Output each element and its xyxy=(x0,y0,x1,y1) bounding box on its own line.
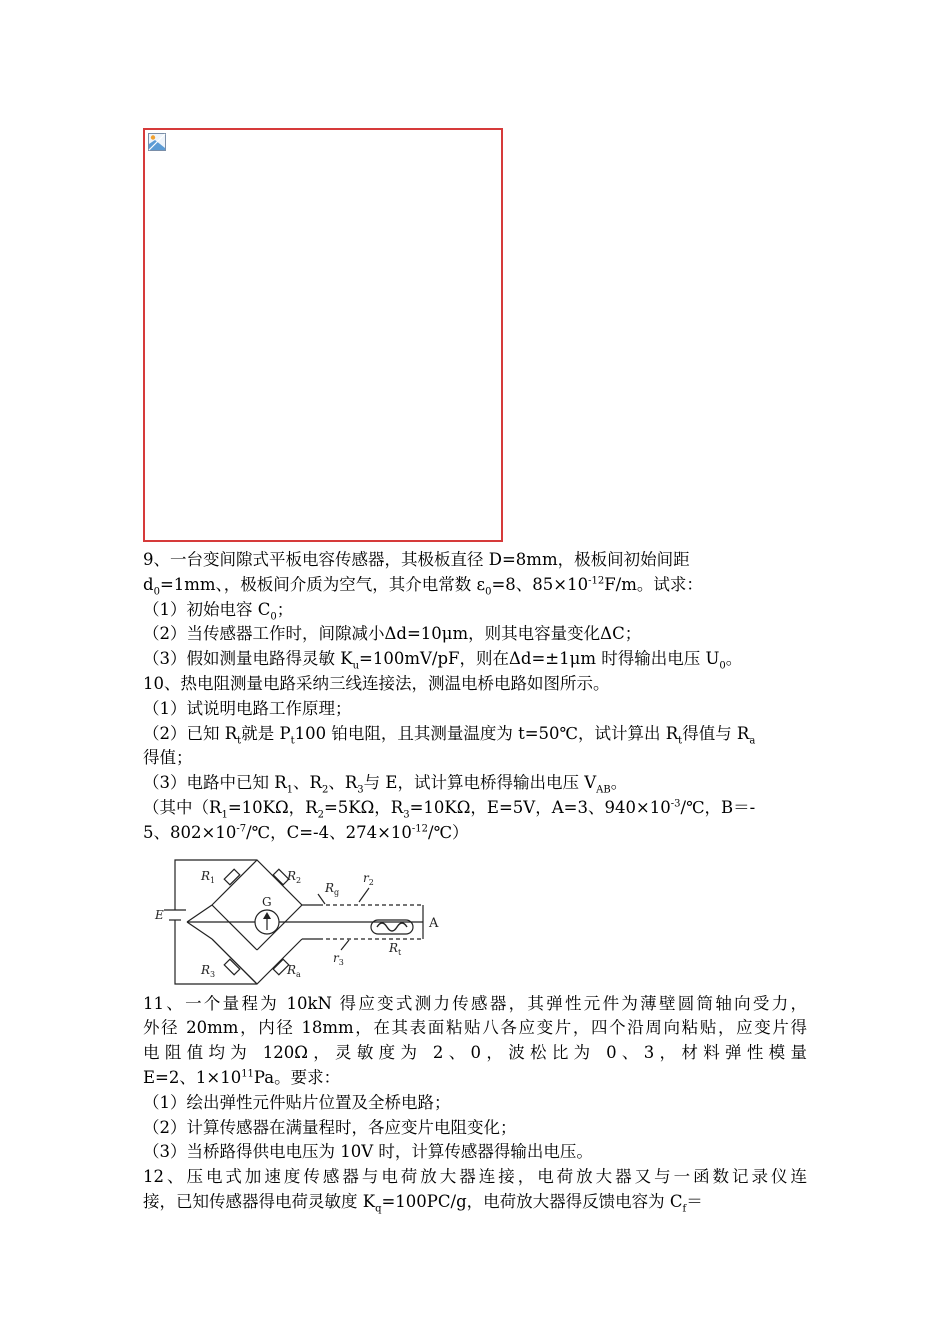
q11-line1: 11、一个量程为 10kN 得应变式测力传感器，其弹性元件为薄壁圆筒轴向受力， xyxy=(143,993,807,1013)
label-r2-wire: $r_2$ xyxy=(363,870,374,887)
q10-title: 10、热电阻测量电路采纳三线连接法，测温电桥电路如图所示。 xyxy=(143,673,610,693)
broken-image xyxy=(143,128,503,542)
label-ra: $R_a$ xyxy=(287,962,301,979)
q10-sub3: （3）电路中已知 $R_1$、$R_2$、$R_3$与 E，试计算电桥得输出电压 $V_{AB}$。 xyxy=(143,773,628,796)
q10-sub2: （2）已知 $R_t$就是 $P_t100$ 铂电阻，且其测量温度为 t=50℃，试计算出 $R_t$得值与 $R_a$ xyxy=(143,723,756,746)
document-body xyxy=(143,548,807,1215)
q11-line4: E=2、$1\times 10^{11}Pa$。要求： xyxy=(143,1067,341,1087)
label-r1: $R_1$ xyxy=(201,868,216,885)
broken-image-icon xyxy=(148,133,166,151)
q11-line2: 外径 20mm，内径 18mm，在其表面粘贴八各应变片，四个沿周向粘贴，应变片得 xyxy=(143,1018,807,1038)
q11-sub2: （2）计算传感器在满量程时，各应变片电阻变化； xyxy=(143,1117,517,1137)
label-r2: $R_2$ xyxy=(287,868,302,885)
q12-line1: 12、压电式加速度传感器与电荷放大器连接，电荷放大器又与一函数记录仪连 xyxy=(143,1167,807,1187)
q9-sub2: （2）当传感器工作时，间隙减小Δd=10μm，则其电容量变化ΔC； xyxy=(143,624,642,644)
label-r3: $R_3$ xyxy=(201,962,216,979)
q11-sub3: （3）当桥路得供电电压为 10V 时，计算传感器得输出电压。 xyxy=(143,1142,593,1162)
q11-line3: 电阻值均为 120Ω，灵敏度为 2、0，波松比为 0、3，材料弹性模量 xyxy=(143,1043,807,1063)
q9-title: 9、一台变间隙式平板电容传感器，其极板直径 D=8mm，极板间初始间距 xyxy=(143,550,690,569)
q10-sub1: （1）试说明电路工作原理； xyxy=(143,698,352,718)
q10-params-2: 5、$802\times 10^{-7}/℃$，C=-4、$274\times 10^{-12}/℃$） xyxy=(143,822,469,842)
q10-params-1: （其中（$R_1=10K\Omega$，$R_2=5K\Omega$，$R_3=10K\Omega$，E=5V，A=3、$940\times 10^{-3}/℃$，B＝- xyxy=(143,797,756,821)
label-g: G xyxy=(262,894,272,909)
q10-sub2-cont: 得值； xyxy=(143,748,193,768)
label-e: E xyxy=(155,907,164,922)
q9-sub1: （1）初始电容 $C_0$； xyxy=(143,599,294,622)
q9-sub3: （3）假如测量电路得灵敏 $K_u=100mV/pF$，则在Δd=±1μm 时得输出电压 $U_0$。 xyxy=(143,649,743,672)
q11-sub1: （1）绘出弹性元件贴片位置及全桥电路； xyxy=(143,1092,451,1112)
label-rg: $R_g$ xyxy=(325,880,340,897)
q9-line2: $d_0=1mm$、，极板间介质为空气，其介电常数 $\varepsilon_0=8$、$85\times 10^{-12}F/m$。试求： xyxy=(143,574,703,598)
label-r3-wire: $r_3$ xyxy=(333,950,344,967)
bridge-circuit-diagram xyxy=(153,856,453,988)
label-a: A xyxy=(429,915,439,931)
q12-line2: 接，已知传感器得电荷灵敏度 $K_q=100PC/g$，电荷放大器得反馈电容为 $C_f=$ xyxy=(143,1191,703,1215)
label-rt: $R_t$ xyxy=(389,940,402,957)
